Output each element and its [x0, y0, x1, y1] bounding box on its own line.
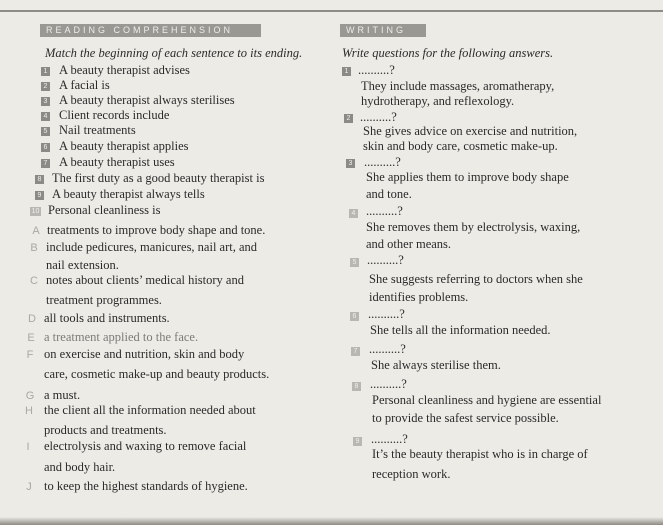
answer-text: She suggests referring to doctors when she: [369, 272, 583, 286]
writing-heading: WRITING: [340, 24, 426, 37]
answer-text: to provide the safest service possible.: [372, 411, 559, 425]
question-number: 5: [350, 258, 359, 267]
question-blank: ..........?: [367, 253, 404, 267]
page-shadow: [0, 517, 663, 525]
ending-text: to keep the highest standards of hygiene.: [44, 479, 248, 493]
answer-text: skin and body care, cosmetic make-up.: [363, 139, 558, 153]
writing-instruction: Write questions for the following answers.: [342, 46, 554, 60]
answer-text: hydrotherapy, and reflexology.: [361, 94, 515, 108]
ending-text: treatment programmes.: [46, 293, 162, 307]
question-blank: ..........?: [358, 63, 395, 77]
beginning-number: 3: [41, 97, 50, 106]
ending-text: notes about clients’ medical history and: [46, 273, 244, 287]
question-number: 1: [342, 67, 351, 76]
beginning-number: 2: [41, 82, 50, 91]
question-number: 6: [350, 312, 359, 321]
question-number: 2: [344, 114, 353, 123]
question-number: 7: [351, 347, 360, 356]
beginning-text: Nail treatments: [59, 123, 136, 137]
beginning-text: A beauty therapist advises: [59, 63, 190, 77]
question-blank: ..........?: [370, 377, 407, 391]
question-blank: ..........?: [371, 432, 408, 446]
answer-text: She applies them to improve body shape: [366, 170, 569, 184]
beginning-number: 6: [41, 143, 50, 152]
answer-text: and other means.: [366, 237, 452, 251]
ending-letter: F: [26, 349, 34, 361]
question-number: 4: [349, 209, 358, 218]
ending-text: all tools and instruments.: [44, 311, 170, 325]
answer-text: reception work.: [372, 467, 451, 481]
ending-text: a must.: [44, 388, 81, 402]
beginning-text: A beauty therapist always sterilises: [59, 93, 235, 107]
beginning-number: 4: [41, 112, 50, 121]
question-number: 9: [353, 437, 362, 446]
beginning-text: Personal cleanliness is: [48, 203, 161, 217]
answer-text: She removes them by electrolysis, waxing,: [366, 220, 581, 234]
ending-text: a treatment applied to the face.: [44, 330, 199, 344]
reading-instruction: Match the beginning of each sentence to its ending.: [45, 46, 303, 60]
top-rule: [0, 10, 663, 12]
ending-letter: E: [27, 332, 35, 344]
reading-comprehension-heading: READING COMPREHENSION: [40, 24, 261, 37]
answer-text: and tone.: [366, 187, 412, 201]
question-blank: ..........?: [369, 342, 406, 356]
ending-letter: D: [28, 313, 36, 325]
ending-letter: A: [32, 225, 40, 237]
question-number: 3: [346, 159, 355, 168]
ending-text: include pedicures, manicures, nail art, and: [46, 240, 258, 254]
beginning-number: 1: [41, 67, 50, 76]
beginning-text: A beauty therapist applies: [59, 139, 189, 153]
ending-text: on exercise and nutrition, skin and body: [44, 347, 245, 361]
ending-letter: J: [26, 481, 32, 493]
ending-letter: C: [30, 275, 38, 287]
ending-letter: H: [25, 405, 33, 417]
ending-text: care, cosmetic make-up and beauty products.: [44, 367, 270, 381]
question-blank: ..........?: [366, 204, 403, 218]
ending-text: and body hair.: [44, 460, 116, 474]
answer-text: It’s the beauty therapist who is in charge of: [372, 447, 588, 461]
beginning-text: The first duty as a good beauty therapist is: [52, 171, 265, 185]
beginning-text: A beauty therapist uses: [59, 155, 175, 169]
answer-text: They include massages, aromatherapy,: [361, 79, 555, 93]
ending-text: electrolysis and waxing to remove facial: [44, 439, 247, 453]
ending-letter: I: [26, 441, 30, 453]
answer-text: identifies problems.: [369, 290, 469, 304]
beginning-number: 10: [31, 208, 40, 215]
answer-text: She always sterilise them.: [371, 358, 501, 372]
answer-text: She gives advice on exercise and nutrition,: [363, 124, 578, 138]
answer-text: She tells all the information needed.: [370, 323, 551, 337]
ending-text: products and treatments.: [44, 423, 167, 437]
ending-text: treatments to improve body shape and tone.: [47, 223, 266, 237]
ending-letter: G: [25, 390, 35, 402]
beginning-number: 8: [35, 175, 44, 184]
question-blank: ..........?: [360, 110, 397, 124]
beginning-number: 9: [35, 191, 44, 200]
question-blank: ..........?: [364, 155, 401, 169]
ending-text: nail extension.: [46, 258, 119, 272]
ending-text: the client all the information needed about: [44, 403, 256, 417]
beginning-text: A facial is: [59, 78, 110, 92]
beginning-text: A beauty therapist always tells: [52, 187, 205, 201]
beginning-text: Client records include: [59, 108, 170, 122]
answer-text: Personal cleanliness and hygiene are essential: [372, 393, 602, 407]
question-number: 8: [352, 382, 361, 391]
ending-letter: B: [30, 242, 38, 254]
beginning-number: 5: [41, 127, 50, 136]
beginning-number: 7: [41, 159, 50, 168]
question-blank: ..........?: [368, 307, 405, 321]
